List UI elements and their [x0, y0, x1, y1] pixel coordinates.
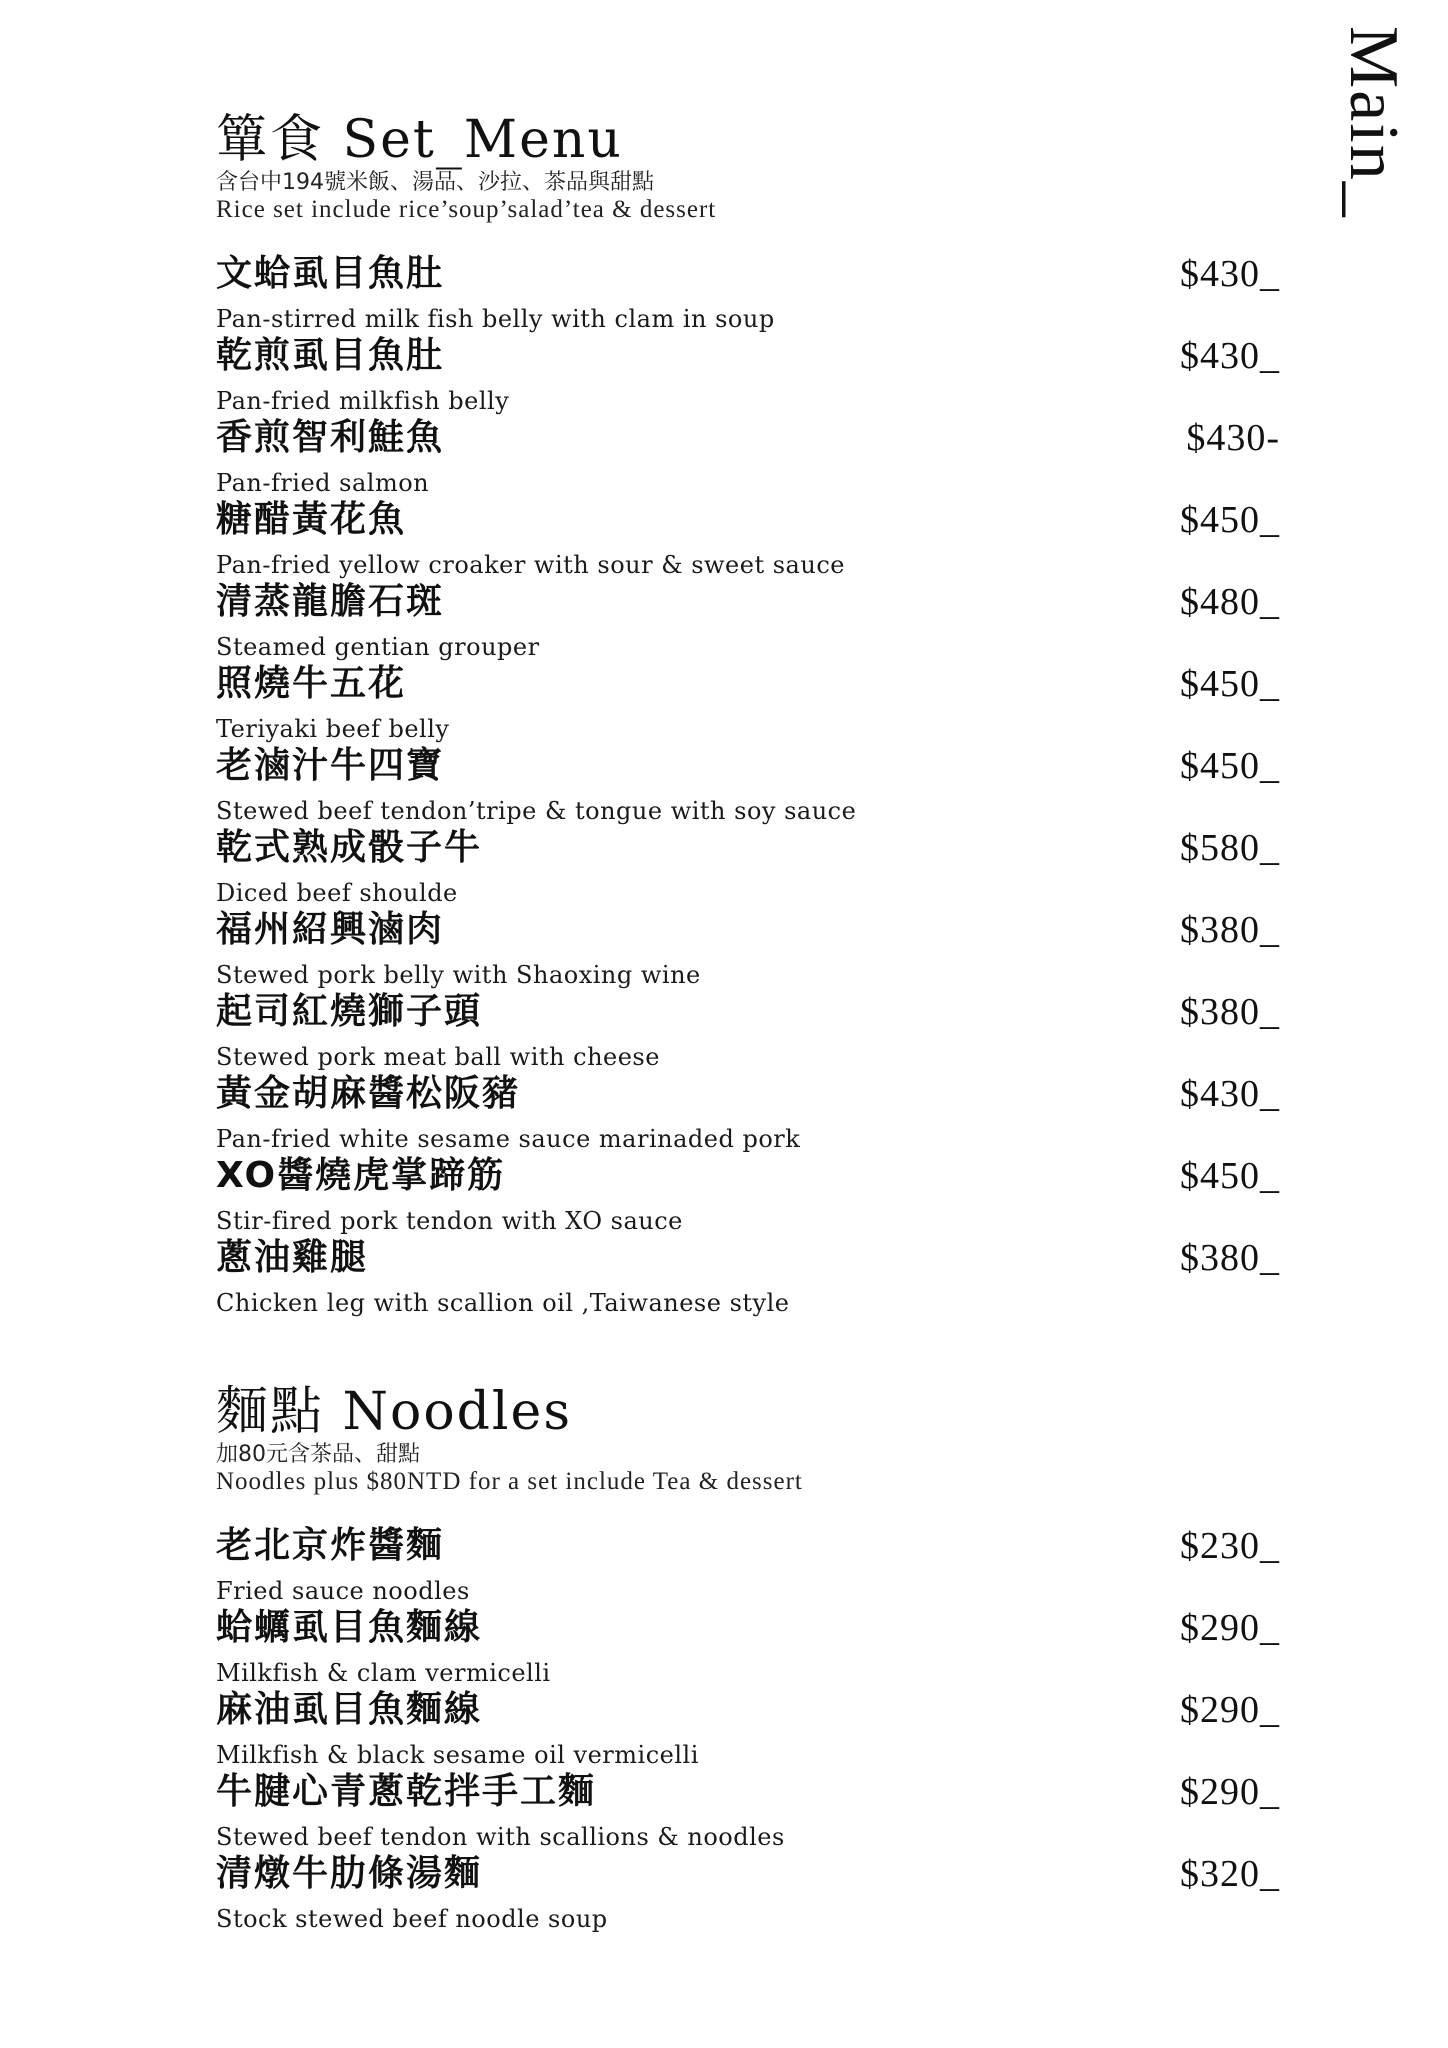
item-name-zh: 麻油虱目魚麵線	[216, 1689, 483, 1730]
item-name-zh: 乾式熟成骰子牛	[216, 827, 483, 868]
item-price: $380_	[1180, 1237, 1280, 1279]
item-price: $290_	[1180, 1607, 1280, 1649]
item-price: $580_	[1180, 827, 1280, 869]
item-name-en: Stir-fired pork tendon with XO sauce	[216, 1207, 683, 1235]
item-name-zh: 香煎智利鮭魚	[216, 417, 445, 458]
item-price: $290_	[1180, 1689, 1280, 1731]
set-menu-title: 簞食 Set_Menu	[216, 110, 623, 170]
menu-item	[216, 1772, 1306, 1854]
item-name-en: Teriyaki beef belly	[216, 715, 450, 743]
item-price: $320_	[1180, 1853, 1280, 1895]
item-price: $380_	[1180, 909, 1280, 951]
noodles-section	[216, 1382, 1306, 1936]
menu-item	[216, 828, 1306, 910]
item-name-en: Stewed beef tendon with scallions & noodles	[216, 1823, 785, 1851]
set-menu-subtitle-en: Rice set include rice’soup’salad’tea & dessert	[216, 196, 717, 223]
item-name-en: Pan-fried white sesame sauce marinaded pork	[216, 1125, 801, 1153]
side-tab-label: Main_	[1335, 26, 1412, 219]
item-price: $450_	[1180, 1155, 1280, 1197]
item-name-zh: 福州紹興滷肉	[216, 909, 445, 950]
item-name-en: Milkfish & clam vermicelli	[216, 1659, 551, 1687]
noodles-title: 麵點 Noodles	[216, 1382, 573, 1442]
item-name-zh: 文蛤虱目魚肚	[216, 253, 445, 294]
item-price: $450_	[1180, 499, 1280, 541]
item-name-zh: 蛤蠣虱目魚麵線	[216, 1607, 483, 1648]
item-name-en: Fried sauce noodles	[216, 1577, 470, 1605]
item-name-en: Stewed beef tendon’tripe & tongue with soy sauce	[216, 797, 857, 825]
item-price: $430-	[1186, 417, 1280, 459]
set-menu-subtitle-zh: 含台中194號米飯、湯品、沙拉、茶品與甜點	[216, 170, 654, 195]
item-price: $290_	[1180, 1771, 1280, 1813]
item-name-en: Pan-fried yellow croaker with sour & sweet sauce	[216, 551, 845, 579]
item-name-en: Stewed pork belly with Shaoxing wine	[216, 961, 701, 989]
menu-item	[216, 910, 1306, 992]
item-price: $230_	[1180, 1525, 1280, 1567]
item-price: $380_	[1180, 991, 1280, 1033]
item-price: $430_	[1180, 253, 1280, 295]
item-name-zh: 老滷汁牛四寶	[216, 745, 445, 786]
item-name-zh: 清燉牛肋條湯麵	[216, 1853, 483, 1894]
item-name-zh: 照燒牛五花	[216, 663, 407, 704]
menu-item	[216, 1156, 1306, 1238]
item-name-zh: 老北京炸醬麵	[216, 1525, 445, 1566]
menu-item	[216, 1526, 1306, 1608]
menu-item	[216, 1854, 1306, 1936]
item-name-zh: 乾煎虱目魚肚	[216, 335, 445, 376]
item-name-en: Chicken leg with scallion oil ,Taiwanese style	[216, 1289, 790, 1317]
noodles-subtitle-en: Noodles plus $80NTD for a set include Tea & dessert	[216, 1468, 803, 1495]
noodles-list	[216, 1526, 1306, 1936]
item-price: $450_	[1180, 663, 1280, 705]
menu-item	[216, 418, 1306, 500]
menu-item	[216, 1690, 1306, 1772]
menu-item	[216, 1074, 1306, 1156]
item-name-zh: 黃金胡麻醬松阪豬	[216, 1073, 521, 1114]
menu-item	[216, 582, 1306, 664]
menu-item	[216, 992, 1306, 1074]
item-price: $430_	[1180, 1073, 1280, 1115]
item-name-zh: 起司紅燒獅子頭	[216, 991, 483, 1032]
item-name-en: Stock stewed beef noodle soup	[216, 1905, 608, 1933]
item-name-en: Milkfish & black sesame oil vermicelli	[216, 1741, 699, 1769]
item-price: $430_	[1180, 335, 1280, 377]
item-name-en: Diced beef shoulde	[216, 879, 458, 907]
item-name-en: Steamed gentian grouper	[216, 633, 540, 661]
item-name-zh: 牛腱心青蔥乾拌手工麵	[216, 1771, 597, 1812]
item-name-zh: XO醬燒虎掌蹄筋	[216, 1155, 506, 1196]
menu-item	[216, 500, 1306, 582]
set-menu-list	[216, 254, 1306, 1320]
item-price: $480_	[1180, 581, 1280, 623]
menu-item	[216, 254, 1306, 336]
menu-item	[216, 336, 1306, 418]
item-name-en: Pan-fried milkfish belly	[216, 387, 510, 415]
item-name-zh: 蔥油雞腿	[216, 1237, 369, 1278]
item-name-zh: 清蒸龍膽石斑	[216, 581, 445, 622]
item-name-en: Pan-stirred milk fish belly with clam in soup	[216, 305, 775, 333]
item-price: $450_	[1180, 745, 1280, 787]
menu-item	[216, 1608, 1306, 1690]
set-menu-section	[216, 110, 1306, 1320]
menu-item	[216, 664, 1306, 746]
menu-item	[216, 1238, 1306, 1320]
noodles-subtitle-zh: 加80元含茶品、甜點	[216, 1442, 420, 1467]
item-name-zh: 糖醋黃花魚	[216, 499, 407, 540]
item-name-en: Pan-fried salmon	[216, 469, 430, 497]
item-name-en: Stewed pork meat ball with cheese	[216, 1043, 660, 1071]
menu-item	[216, 746, 1306, 828]
